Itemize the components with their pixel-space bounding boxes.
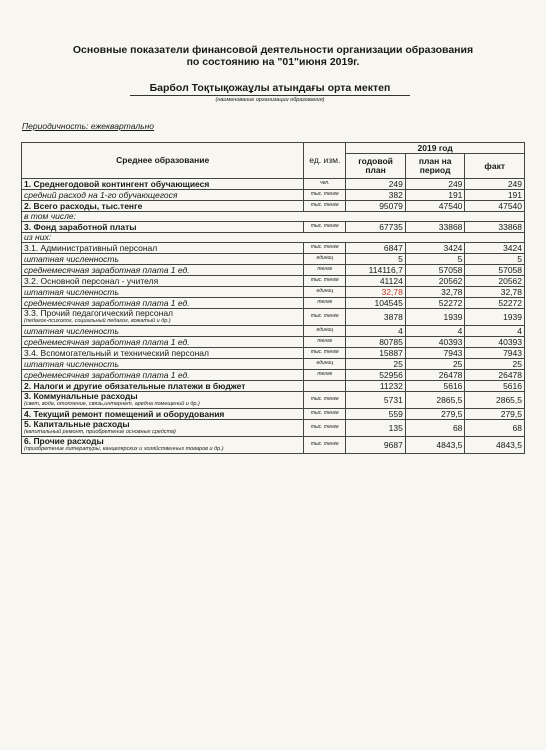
row-fact: 33868 (465, 222, 525, 233)
row-fact: 3424 (465, 243, 525, 254)
table-row (22, 298, 525, 309)
row-period-plan: 5 (405, 254, 465, 265)
report-title-line1: Основные показатели финансовой деятельности организации образования (72, 44, 474, 56)
row-fact: 25 (465, 359, 525, 370)
row-label-cell (22, 437, 304, 454)
table-row (22, 265, 525, 276)
table-row (22, 359, 525, 370)
row-period-plan: 4 (405, 326, 465, 337)
row-label: средний расход на 1-го обучающегося (22, 190, 304, 201)
row-period-plan: 32,78 (405, 287, 465, 298)
row-period-plan: 4843,5 (405, 437, 465, 454)
row-annual-plan: 67735 (346, 222, 406, 233)
row-annual-plan: 9687 (346, 437, 406, 454)
row-fact: 68 (465, 420, 525, 437)
row-period-plan: 191 (405, 190, 465, 201)
table-row (22, 287, 525, 298)
row-unit: тыс. тенге (304, 348, 346, 359)
row-label: 3.3. Прочий педагогический персонал (24, 308, 174, 318)
table-row (22, 309, 525, 326)
row-label: штатная численность (22, 359, 304, 370)
header-fact: факт (465, 154, 525, 179)
row-note: (капитальный ремонт, приобретение основных средств) (24, 429, 176, 435)
row-annual-plan: 15887 (346, 348, 406, 359)
row-period-plan: 249 (405, 179, 465, 190)
row-period-plan: 25 (405, 359, 465, 370)
row-label-cell (22, 309, 304, 326)
table-row (22, 190, 525, 201)
row-fact: 5 (465, 254, 525, 265)
table-row (22, 420, 525, 437)
row-label: 4. Текущий ремонт помещений и оборудования (22, 409, 304, 420)
table-row (22, 381, 525, 392)
row-fact: 1939 (465, 309, 525, 326)
table-row (22, 348, 525, 359)
row-label: 6. Прочие расходы (24, 436, 104, 446)
row-label: 3. Фонд заработной платы (22, 222, 304, 233)
row-period-plan: 7943 (405, 348, 465, 359)
table-row (22, 392, 525, 409)
row-unit: тыс. тенге (304, 420, 346, 437)
header-year: 2019 год (346, 143, 525, 154)
row-annual-plan: 95079 (346, 201, 406, 212)
row-period-plan: 57058 (405, 265, 465, 276)
table-row (22, 254, 525, 265)
row-annual-plan: 32,78 (346, 287, 406, 298)
row-unit: тенге (304, 337, 346, 348)
row-unit: тыс. тенге (304, 392, 346, 409)
table-row (22, 179, 525, 190)
row-label: 3.1. Административный персонал (22, 243, 304, 254)
table-header-row (22, 143, 525, 154)
row-fact: 249 (465, 179, 525, 190)
row-fact: 57058 (465, 265, 525, 276)
row-label-cell (22, 392, 304, 409)
row-note: (приобретение литературы, канцелярских и хозяйственных товаров и др.) (24, 446, 224, 452)
row-fact: 32,78 (465, 287, 525, 298)
row-unit: тыс. тенге (304, 309, 346, 326)
row-fact: 20562 (465, 276, 525, 287)
row-fact: 4843,5 (465, 437, 525, 454)
row-annual-plan: 80785 (346, 337, 406, 348)
table-row (22, 370, 525, 381)
row-fact: 40393 (465, 337, 525, 348)
row-note: (педагог-психолог, социальный педагог, вожатый и др.) (24, 318, 171, 324)
row-period-plan: 279,5 (405, 409, 465, 420)
row-label: штатная численность (22, 287, 304, 298)
row-unit: чел. (304, 179, 346, 190)
row-unit: тыс. тенге (304, 201, 346, 212)
row-unit (304, 381, 346, 392)
row-period-plan: 20562 (405, 276, 465, 287)
row-label: 2. Всего расходы, тыс.тенге (22, 201, 304, 212)
row-fact: 279,5 (465, 409, 525, 420)
row-period-plan: 3424 (405, 243, 465, 254)
row-annual-plan: 104545 (346, 298, 406, 309)
row-unit: единиц (304, 326, 346, 337)
row-period-plan: 47540 (405, 201, 465, 212)
row-label: среднемесячная заработная плата 1 ед. (22, 298, 304, 309)
row-label: 3. Коммунальные расходы (24, 391, 138, 401)
row-label: в том числе: (22, 212, 525, 222)
row-fact: 7943 (465, 348, 525, 359)
table-row (22, 201, 525, 212)
table-row (22, 233, 525, 243)
financial-indicators-table (21, 142, 525, 454)
row-label: из них: (22, 233, 525, 243)
row-annual-plan: 41124 (346, 276, 406, 287)
row-period-plan: 40393 (405, 337, 465, 348)
periodicity-label: Периодичность: ежеквартально (22, 121, 155, 131)
row-unit: тыс. тенге (304, 190, 346, 201)
row-fact: 47540 (465, 201, 525, 212)
row-fact: 26478 (465, 370, 525, 381)
table-row (22, 437, 525, 454)
row-label: среднемесячная заработная плата 1 ед. (22, 337, 304, 348)
row-unit: единиц (304, 359, 346, 370)
table-row (22, 409, 525, 420)
row-fact: 4 (465, 326, 525, 337)
row-period-plan: 68 (405, 420, 465, 437)
row-unit: тыс. тенге (304, 276, 346, 287)
report-title-line2: по состоянию на "01"июня 2019г. (186, 56, 360, 68)
row-annual-plan: 559 (346, 409, 406, 420)
row-label: 1. Среднегодовой контингент обучающиеся (22, 179, 304, 190)
row-label-cell (22, 420, 304, 437)
row-annual-plan: 3878 (346, 309, 406, 326)
row-annual-plan: 11232 (346, 381, 406, 392)
table-row (22, 222, 525, 233)
row-note: (свет, вода, отопление, связь,интернет, аредна помещений и др.) (24, 401, 200, 407)
row-fact: 52272 (465, 298, 525, 309)
row-unit: тенге (304, 298, 346, 309)
row-fact: 5616 (465, 381, 525, 392)
row-unit: единиц (304, 254, 346, 265)
row-period-plan: 2865,5 (405, 392, 465, 409)
row-period-plan: 5616 (405, 381, 465, 392)
row-annual-plan: 6847 (346, 243, 406, 254)
school-name-caption: (наименование организации образования) (215, 97, 325, 103)
row-annual-plan: 249 (346, 179, 406, 190)
table-row (22, 276, 525, 287)
row-unit: тыс. тенге (304, 409, 346, 420)
row-annual-plan: 382 (346, 190, 406, 201)
row-annual-plan: 5731 (346, 392, 406, 409)
row-annual-plan: 114116,7 (346, 265, 406, 276)
row-label: 2. Налоги и другие обязательные платежи в бюджет (22, 381, 304, 392)
table-row (22, 337, 525, 348)
row-annual-plan: 52956 (346, 370, 406, 381)
row-label: 3.4. Вспомогательный и технический персонал (22, 348, 304, 359)
row-annual-plan: 4 (346, 326, 406, 337)
header-annual-plan: годовой план (346, 154, 406, 179)
row-unit: тыс. тенге (304, 222, 346, 233)
row-fact: 2865,5 (465, 392, 525, 409)
header-period-plan: план на период (405, 154, 465, 179)
header-unit: ед. изм. (304, 143, 346, 179)
row-annual-plan: 25 (346, 359, 406, 370)
row-label: штатная численность (22, 326, 304, 337)
row-unit: тыс. тенге (304, 243, 346, 254)
row-fact: 191 (465, 190, 525, 201)
row-label: штатная численность (22, 254, 304, 265)
row-unit: единиц (304, 287, 346, 298)
row-label: среднемесячная заработная плата 1 ед. (22, 265, 304, 276)
row-label: 5. Капитальные расходы (24, 419, 130, 429)
row-period-plan: 1939 (405, 309, 465, 326)
row-annual-plan: 135 (346, 420, 406, 437)
header-education-level: Среднее образование (22, 143, 304, 179)
row-label: 3.2. Основной персонал - учителя (22, 276, 304, 287)
row-annual-plan: 5 (346, 254, 406, 265)
row-label: среднемесячная заработная плата 1 ед. (22, 370, 304, 381)
row-period-plan: 26478 (405, 370, 465, 381)
table-row (22, 326, 525, 337)
row-unit: тыс. тенге (304, 437, 346, 454)
row-period-plan: 52272 (405, 298, 465, 309)
school-name: Барбол Тоқтықожаұлы атындағы орта мектеп (130, 82, 410, 96)
table-row (22, 212, 525, 222)
row-period-plan: 33868 (405, 222, 465, 233)
row-unit: тенге (304, 370, 346, 381)
table-row (22, 243, 525, 254)
row-unit: тенге (304, 265, 346, 276)
